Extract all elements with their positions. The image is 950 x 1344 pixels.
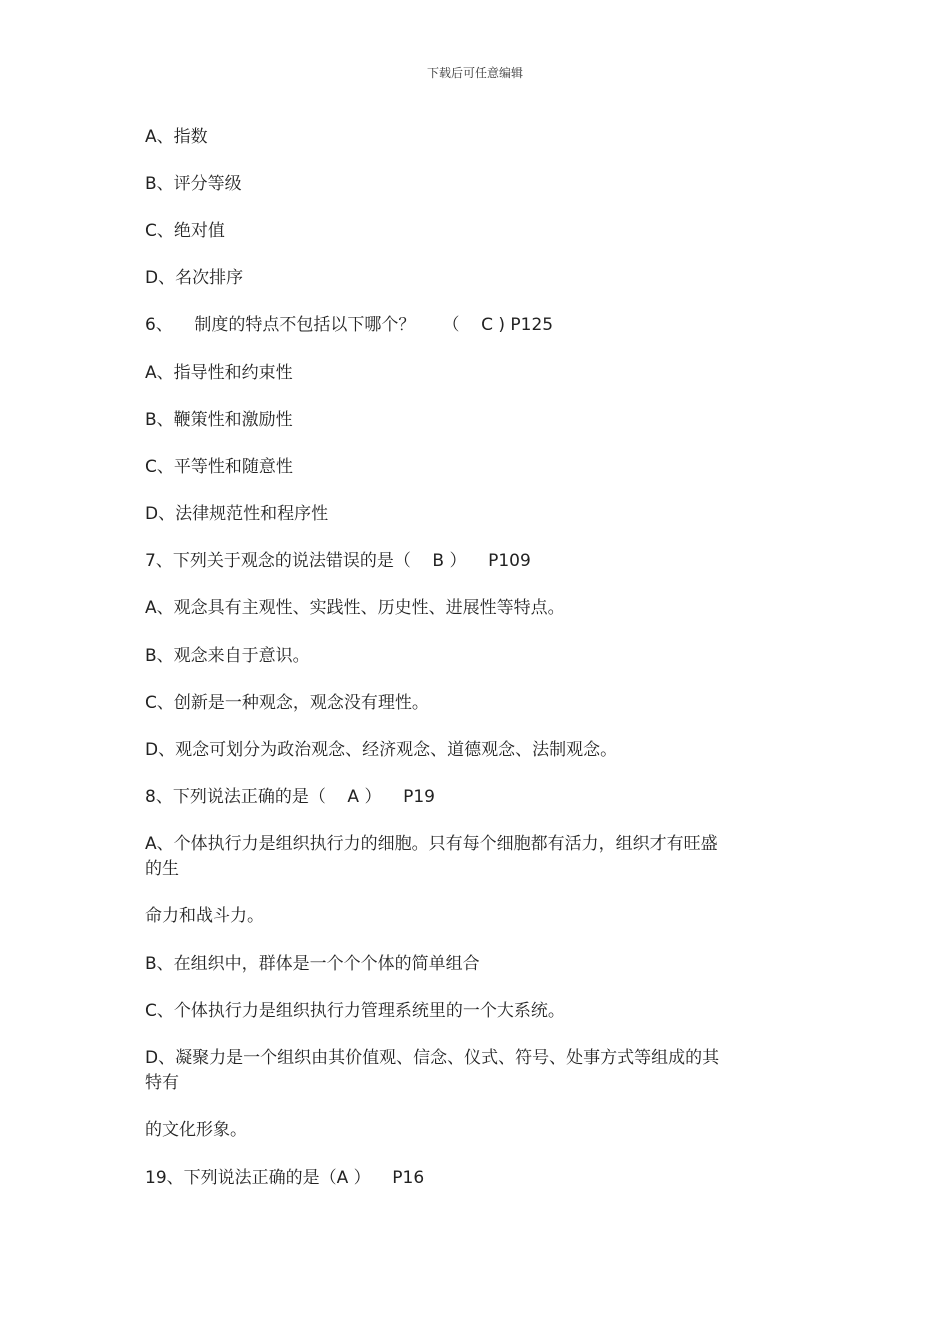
option-a-q8-line1: A、个体执行力是组织执行力的细胞。只有每个细胞都有活力，组织才有旺盛	[145, 834, 718, 854]
question-8: 8、下列说法正确的是（ A ） P19	[145, 787, 435, 807]
option-d-q8-line2: 特有	[145, 1073, 179, 1093]
option-a-q5: A、指数	[145, 127, 208, 147]
option-b-q8: B、在组织中，群体是一个个个体的简单组合	[145, 954, 480, 974]
option-c-q7: C、创新是一种观念，观念没有理性。	[145, 693, 429, 713]
option-c-q6: C、平等性和随意性	[145, 457, 293, 477]
option-d-q7: D、观念可划分为政治观念、经济观念、道德观念、法制观念。	[145, 740, 618, 760]
question-19: 19、下列说法正确的是（A ） P16	[145, 1168, 425, 1188]
option-b-q7: B、观念来自于意识。	[145, 646, 310, 666]
option-d-q5: D、名次排序	[145, 268, 244, 288]
option-d-q8-line3: 的文化形象。	[145, 1120, 247, 1140]
question-7: 7、下列关于观念的说法错误的是（ B ） P109	[145, 551, 531, 571]
option-d-q8-line1: D、凝聚力是一个组织由其价值观、信念、仪式、符号、处事方式等组成的其	[145, 1048, 720, 1068]
option-b-q5: B、评分等级	[145, 174, 242, 194]
option-c-q8: C、个体执行力是组织执行力管理系统里的一个大系统。	[145, 1001, 565, 1021]
option-a-q8-line3: 命力和战斗力。	[145, 906, 264, 926]
option-a-q6: A、指导性和约束性	[145, 363, 293, 383]
page-header: 下载后可任意编辑	[426, 66, 523, 80]
option-a-q8-line2: 的生	[145, 859, 179, 879]
option-c-q5: C、绝对值	[145, 221, 225, 241]
option-d-q6: D、法律规范性和程序性	[145, 504, 329, 524]
option-b-q6: B、鞭策性和激励性	[145, 410, 293, 430]
question-6: 6、 制度的特点不包括以下哪个？ （ C ) P125	[145, 315, 554, 335]
option-a-q7: A、观念具有主观性、实践性、历史性、进展性等特点。	[145, 598, 565, 618]
